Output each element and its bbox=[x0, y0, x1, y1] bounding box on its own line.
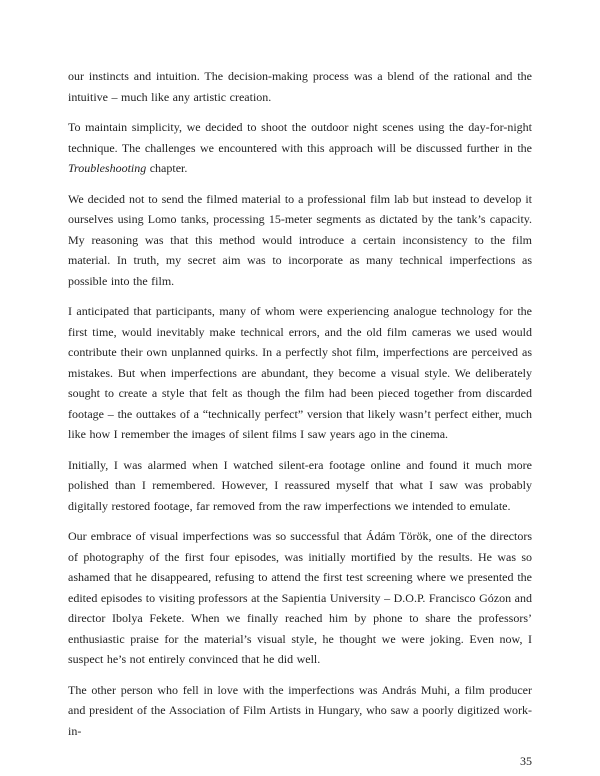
text-run: I anticipated that participants, many of whom were experiencing analogue technology for the first time, would inevitably make technical errors, and the old film cameras we used would contribute their own unplanned quirks. In a perfectly shot film, imperfections are perceived as mistakes. But when imperfections are abundant, they become a visual style. We deliberately sought to create a style that felt as though the film had been pieced together from discarded footage – the outtakes of a “technically perfect” version that likely wasn’t perfect either, much like how I remember the images of silent films I saw years ago in the cinema. bbox=[68, 304, 532, 441]
paragraph bbox=[68, 117, 532, 179]
page-number: 35 bbox=[520, 754, 532, 768]
paragraph bbox=[68, 189, 532, 292]
document-page bbox=[68, 66, 532, 772]
paragraph bbox=[68, 455, 532, 517]
text-run: Our embrace of visual imperfections was so successful that Ádám Török, one of the directors of photography of the first four episodes, was initially mortified by the results. He was so ashamed that he disappeared, refusing to attend the first test screening where we presented the edited episodes to visiting professors at the Sapientia University – D.O.P. Francisco Gózon and director Ibolya Fekete. When we finally reached him by phone to share the professors’ enthusiastic praise for the material’s visual style, he thought we were joking. Even now, I suspect he’s not entirely convinced that he did well. bbox=[68, 529, 532, 666]
document-body bbox=[68, 66, 532, 741]
paragraph bbox=[68, 526, 532, 670]
paragraph bbox=[68, 301, 532, 445]
text-run: our instincts and intuition. The decision-making process was a blend of the rational and the intuitive – much like any artistic creation. bbox=[68, 69, 532, 104]
text-run: We decided not to send the filmed material to a professional film lab but instead to develop it ourselves using Lomo tanks, processing 15-meter segments as dictated by the tank’s capacity. My reasoning was that this method would introduce a certain inconsistency to the film material. In truth, my secret aim was to incorporate as many technical imperfections as possible into the film. bbox=[68, 191, 532, 288]
text-run: The other person who fell in love with the imperfections was András Muhi, a film producer and president of the Association of Film Artists in Hungary, who saw a poorly digitized work-in- bbox=[68, 682, 532, 738]
paragraph bbox=[68, 680, 532, 742]
text-run: Initially, I was alarmed when I watched silent-era footage online and found it much more polished than I remembered. However, I reassured myself that what I saw was probably digitally restored footage, far removed from the raw imperfections we intended to emulate. bbox=[68, 457, 532, 513]
paragraph bbox=[68, 66, 532, 107]
text-run: To maintain simplicity, we decided to shoot the outdoor night scenes using the day-for-night technique. The challenges we encountered with this approach will be discussed further in the bbox=[68, 120, 532, 155]
text-run: chapter. bbox=[146, 161, 188, 175]
italic-text-run: Troubleshooting bbox=[68, 161, 147, 175]
